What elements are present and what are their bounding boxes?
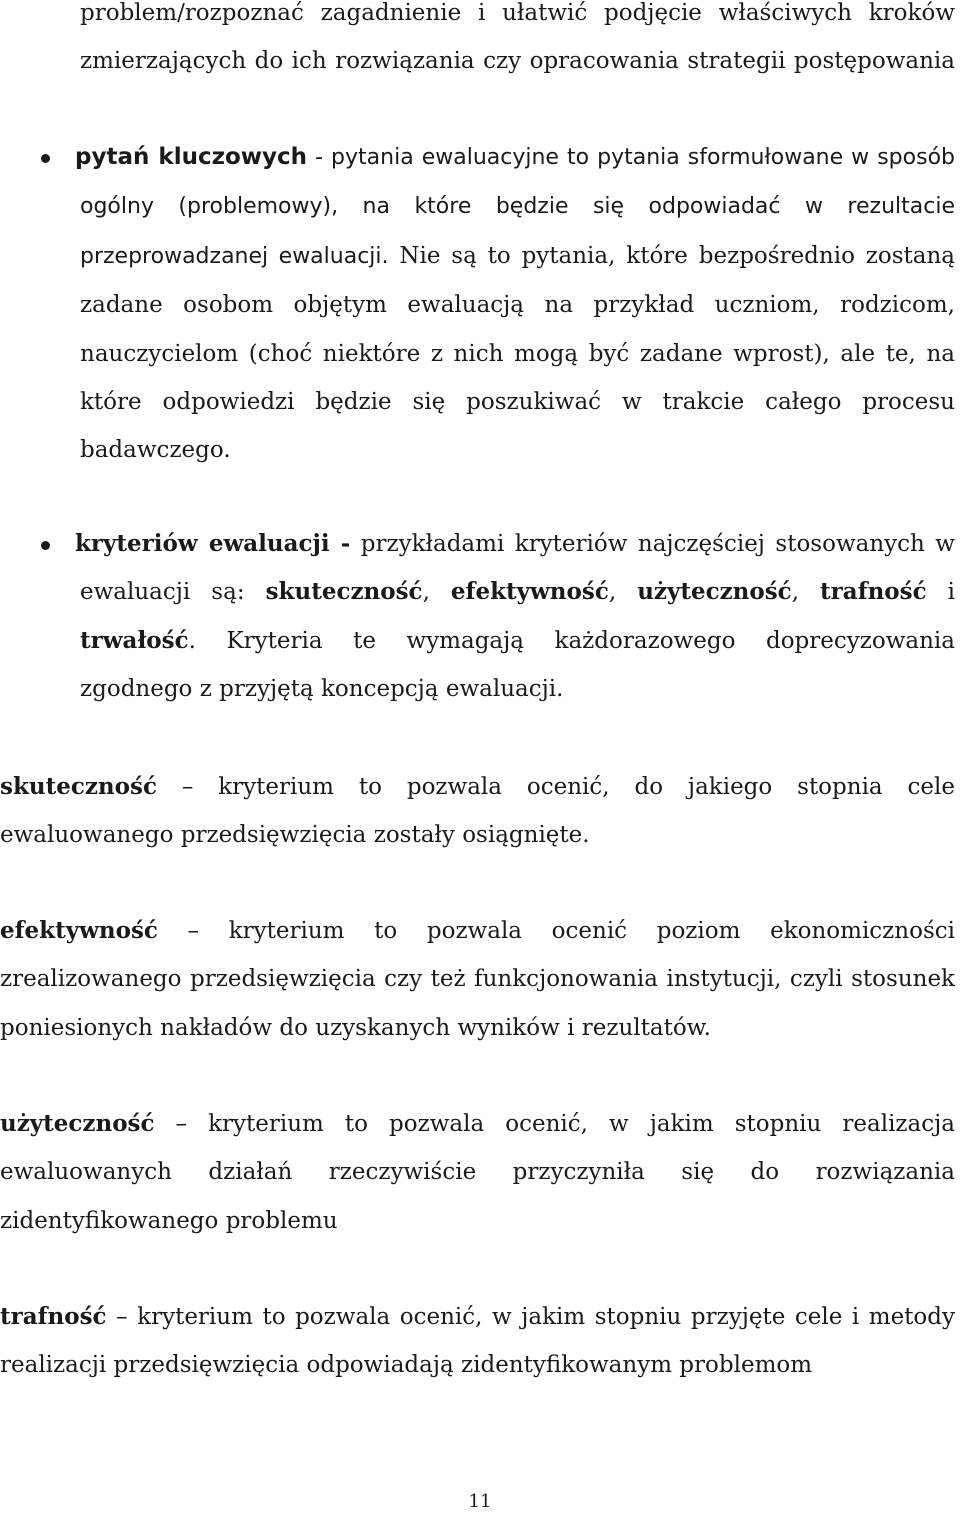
definition-term: efektywność	[0, 917, 158, 944]
criteria-separator: ,	[791, 579, 821, 606]
criteria-text-1: przykładami kryteriów najczęściej stosowanych w ewaluacji są:	[80, 531, 955, 606]
criterion-efficiency: efektywność	[450, 578, 609, 606]
bullet-text-key-questions	[75, 133, 956, 475]
bullet-dot	[41, 154, 50, 163]
bullet-dot	[41, 541, 50, 550]
criterion-usefulness: użyteczność	[637, 578, 792, 606]
criteria-separator: ,	[422, 579, 451, 606]
definition-term: użyteczność	[0, 1110, 155, 1137]
definition-text: – kryterium to pozwala ocenić, do jakiego stopnia cele ewaluowanego przedsięwzięcia zostały osiągnięte.	[0, 774, 955, 849]
definition-usefulness	[0, 1100, 955, 1245]
definition-text: – kryterium to pozwala ocenić, w jakim stopniu realizacja ewaluowanych działań rzeczywiście przyczyniła się do rozwiązania zidentyfikowanego problemu	[0, 1111, 955, 1234]
term-key-questions: pytań kluczowych	[75, 144, 308, 170]
definition-relevance	[0, 1293, 955, 1390]
definition-term: trafność	[0, 1303, 107, 1330]
definition-effectiveness	[0, 763, 955, 860]
term-criteria: kryteriów ewaluacji -	[75, 530, 351, 557]
intro-paragraph	[80, 0, 955, 86]
definition-text: – kryterium to pozwala ocenić, w jakim stopniu przyjęte cele i metody realizacji przedsięwzięcia odpowiadają zidentyfikowanym problemom	[0, 1304, 955, 1379]
intro-line-2: zmierzających do ich rozwiązania czy opracowania strategii postępowania	[80, 48, 955, 75]
criteria-text-2: . Kryteria te wymagają każdorazowego doprecyzowania zgodnego z przyjętą koncepcją ewaluacji.	[80, 627, 955, 703]
criterion-relevance: trafność	[820, 578, 927, 606]
definition-term: skuteczność	[0, 773, 157, 800]
definition-efficiency	[0, 907, 955, 1052]
definition-text: – kryterium to pozwala ocenić poziom ekonomiczności zrealizowanego przedsięwzięcia czy też funkcjonowania instytucji, czyli stosunek poniesionych nakładów do uzyskanych wyników i rezultatów.	[0, 918, 955, 1041]
key-questions-text-1: - pytania ewaluacyjne to pytania sformułowane w sposób ogólny (problemowy), na które będzie się odpowiadać w rezultacie przeprowadzanej ewaluacji.	[80, 145, 955, 269]
criteria-separator: i	[926, 579, 956, 606]
criterion-effectiveness: skuteczność	[265, 578, 423, 606]
bullet-text-criteria	[75, 520, 956, 714]
criteria-separator: ,	[608, 579, 638, 606]
criterion-sustainability: trwałość	[80, 626, 189, 654]
intro-line-1: problem/rozpoznać zagadnienie i ułatwić podjęcie właściwych kroków	[80, 0, 955, 26]
key-questions-text-2: Nie są to pytania, które bezpośrednio zostaną zadane osobom objętym ewaluacją na przykład uczniom, rodzicom, nauczycielom (choć niektóre z nich mogą być zadane wprost), ale te, na które odpowiedzi będzie się poszukiwać w trakcie całego procesu badawczego.	[80, 242, 956, 464]
page-number: 11	[468, 1491, 492, 1512]
